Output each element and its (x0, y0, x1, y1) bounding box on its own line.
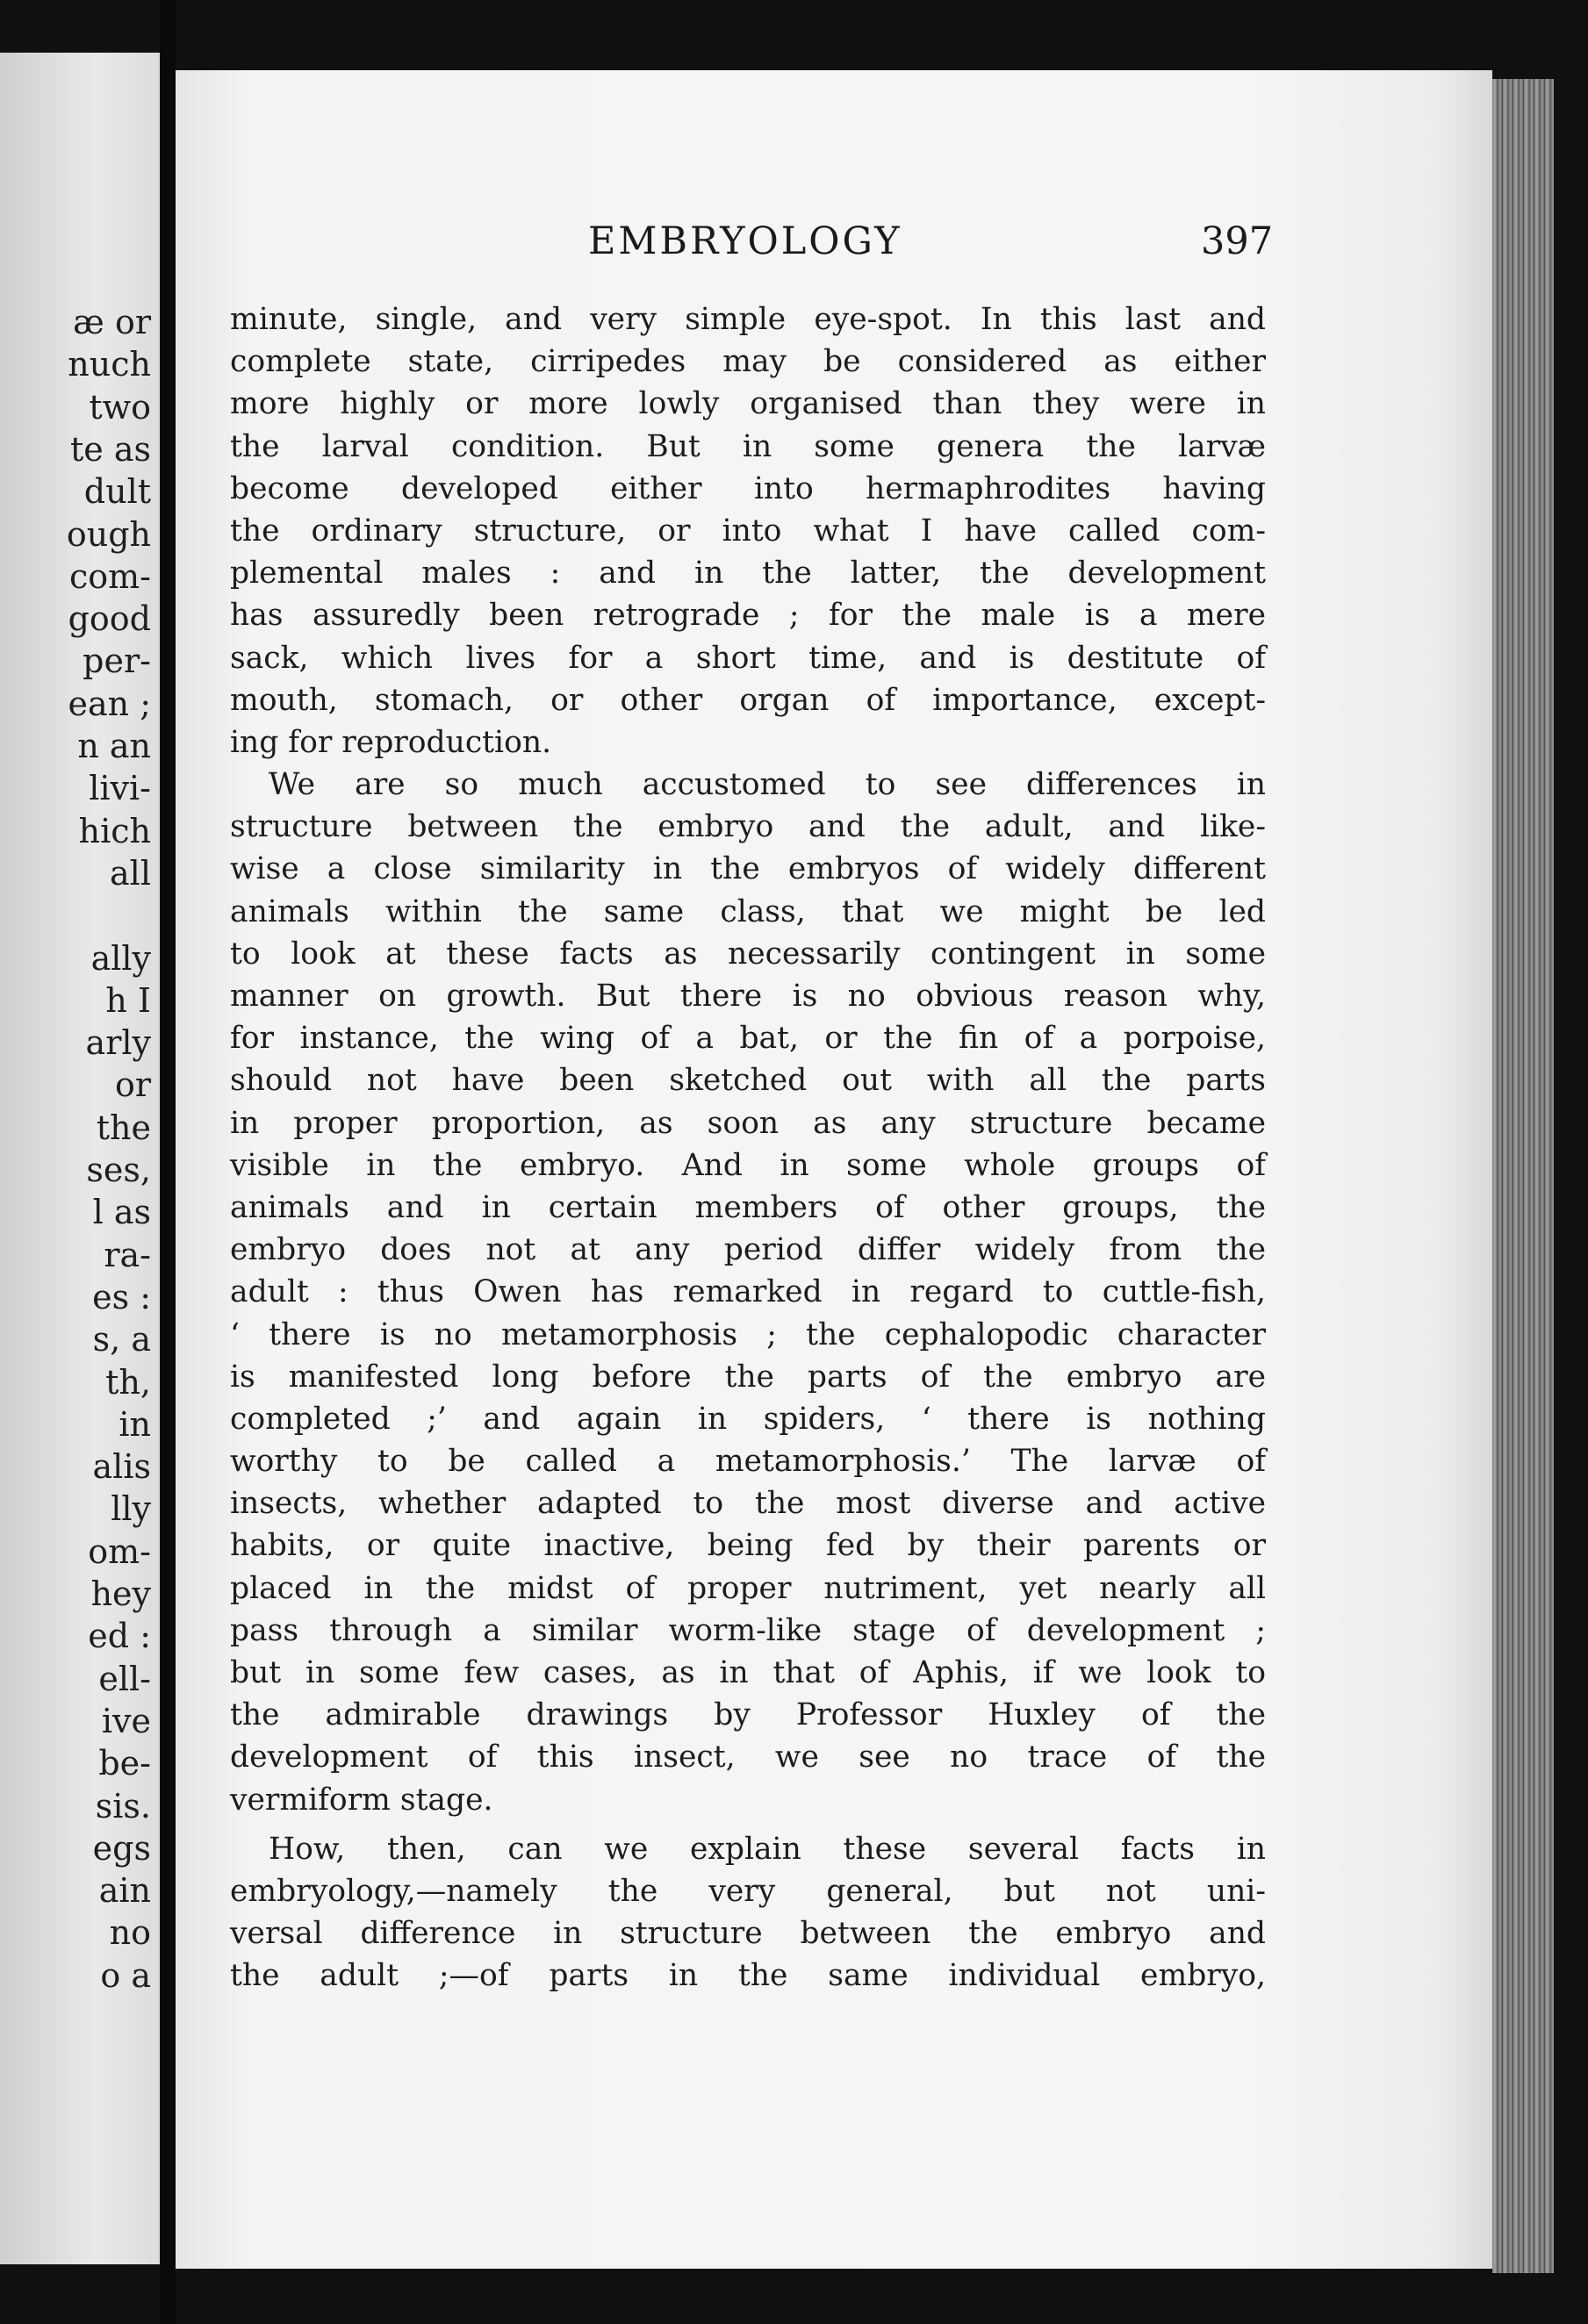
text-line: embryo does not at any period differ widely from the (230, 1232, 1266, 1268)
text-line: habits, or quite inactive, being fed by their parents or (230, 1528, 1266, 1564)
text-line: the adult ;—of parts in the same individual embryo, (230, 1958, 1266, 1994)
text-line: adult : thus Owen has remarked in regard to cuttle-fish, (230, 1274, 1266, 1310)
left-page-fragment: ain (98, 1871, 151, 1911)
text-line: embryology,—namely the very general, but not uni- (230, 1873, 1266, 1909)
text-line: mouth, stomach, or other organ of importance, except- (230, 682, 1266, 718)
text-line: wise a close similarity in the embryos of widely different (230, 851, 1266, 887)
text-line: become developed either into hermaphrodites having (230, 470, 1266, 506)
book-gutter (160, 0, 176, 2324)
page-edge-stack (1492, 79, 1554, 2273)
text-line: to look at these facts as necessarily contingent in some (230, 936, 1266, 972)
left-page-fragment: es : (92, 1277, 151, 1316)
left-page-fragment: com- (68, 556, 151, 596)
text-line: insects, whether adapted to the most diverse and active (230, 1486, 1266, 1522)
text-line: pass through a similar worm-like stage of development ; (230, 1612, 1266, 1648)
left-page-fragment: alis (92, 1447, 151, 1487)
text-line: We are so much accustomed to see differences in (269, 767, 1266, 803)
left-page-fragment: nuch (68, 345, 151, 384)
left-page-fragment: two (89, 387, 151, 427)
left-page-fragment: æ or (73, 303, 151, 341)
left-page-fragment: per- (83, 642, 151, 681)
left-page-fragment: be- (98, 1744, 151, 1783)
text-line: animals within the same class, that we might be led (230, 893, 1266, 929)
left-facing-page (0, 53, 160, 2264)
text-line: should not have been sketched out with all the parts (230, 1063, 1266, 1099)
text-line: vermiform stage. (230, 1782, 493, 1818)
left-page-fragment: lly (111, 1489, 151, 1529)
text-line: animals and in certain members of other groups, the (230, 1189, 1266, 1225)
text-line: How, then, can we explain these several facts in (269, 1831, 1266, 1867)
running-head: EMBRYOLOGY (588, 219, 902, 263)
text-line: is manifested long before the parts of the embryo are (230, 1359, 1266, 1395)
text-line: complete state, cirripedes may be considered as either (230, 344, 1266, 380)
page-397 (176, 70, 1492, 2269)
left-page-fragment: arly (85, 1023, 151, 1063)
text-line: placed in the midst of proper nutriment, yet nearly all (230, 1570, 1266, 1606)
left-page-fragment: h I (105, 980, 151, 1020)
left-page-fragment: ell- (98, 1659, 151, 1698)
left-page-fragment: egs (92, 1828, 151, 1868)
left-page-fragment: in (119, 1404, 151, 1444)
left-page-fragment: all (110, 853, 151, 893)
text-line: worthy to be called a metamorphosis.’ The larvæ of (230, 1444, 1266, 1480)
left-page-fragment: sis. (95, 1786, 151, 1825)
text-line: ing for reproduction. (230, 724, 552, 760)
text-line: visible in the embryo. And in some whole groups of (230, 1147, 1266, 1183)
page-number: 397 (1201, 219, 1274, 263)
left-page-fragment: o a (100, 1955, 151, 1995)
left-page-fragment: hich (78, 811, 151, 850)
left-page-fragment: ra- (104, 1235, 151, 1274)
text-line: ‘ there is no metamorphosis ; the cephalopodic character (230, 1316, 1266, 1352)
left-page-fragment: ed : (88, 1617, 151, 1656)
left-page-fragment: th, (105, 1362, 151, 1402)
left-page-fragment: dult (83, 472, 151, 512)
left-page-fragment: om- (88, 1531, 151, 1571)
left-page-fragment: the (96, 1108, 151, 1147)
left-page-fragment: livi- (89, 769, 151, 808)
left-page-fragment: ive (101, 1701, 151, 1740)
left-page-fragment: l as (92, 1193, 151, 1232)
text-line: manner on growth. But there is no obvious reason why, (230, 979, 1266, 1014)
text-line: sack, which lives for a short time, and is destitute of (230, 640, 1266, 676)
left-page-fragment: ally (90, 938, 151, 978)
left-page-fragment: ean ; (68, 684, 151, 723)
text-line: structure between the embryo and the adult, and like- (230, 809, 1266, 845)
text-line: the ordinary structure, or into what I have called com- (230, 513, 1266, 549)
left-page-fragment: te as (70, 429, 151, 469)
page-header (176, 219, 1492, 272)
text-line: plemental males : and in the latter, the development (230, 556, 1266, 592)
text-line: versal difference in structure between the embryo and (230, 1916, 1266, 1952)
text-line: for instance, the wing of a bat, or the fin of a porpoise, (230, 1021, 1266, 1057)
text-line: minute, single, and very simple eye-spot. In this last and (230, 302, 1266, 337)
body-text (230, 298, 1266, 1998)
text-line: the admirable drawings by Professor Huxley of the (230, 1697, 1266, 1733)
text-line: development of this insect, we see no trace of the (230, 1739, 1266, 1775)
left-page-fragment: n an (77, 727, 151, 765)
text-line: completed ;’ and again in spiders, ‘ there is nothing (230, 1401, 1266, 1437)
text-line: the larval condition. But in some genera the larvæ (230, 428, 1266, 464)
paragraph-gap (230, 1821, 1266, 1828)
left-page-fragment: or (114, 1065, 151, 1105)
left-page-fragment: ses, (86, 1151, 151, 1189)
left-page-fragment: good (68, 599, 151, 639)
left-page-fragment: s, a (92, 1320, 151, 1359)
left-page-fragment: ough (66, 514, 151, 554)
text-line: has assuredly been retrograde ; for the male is a mere (230, 598, 1266, 634)
text-line: more highly or more lowly organised than they were in (230, 386, 1266, 422)
left-page-fragment: no (109, 1913, 151, 1953)
left-page-fragment: hey (90, 1574, 151, 1613)
text-line: in proper proportion, as soon as any structure became (230, 1105, 1266, 1141)
text-line: but in some few cases, as in that of Aphis, if we look to (230, 1655, 1266, 1690)
